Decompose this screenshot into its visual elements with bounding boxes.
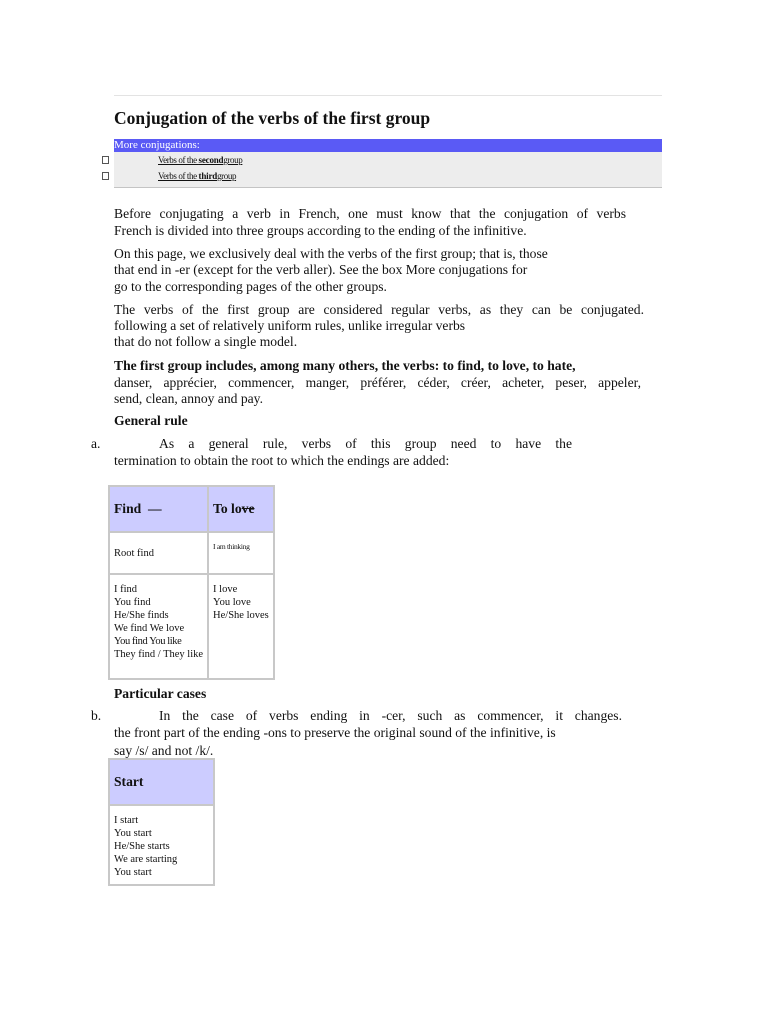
conjugation-form: I find xyxy=(114,584,138,595)
list-marker: b. xyxy=(91,708,102,723)
paragraph-line: French is divided into three groups according to the ending of the infinitive. xyxy=(114,223,527,238)
link-text: Verbs of the xyxy=(158,171,199,181)
rule-line: As a general rule, verbs of this group need to have the xyxy=(159,436,572,451)
more-conjugations-header: More conjugations: xyxy=(114,139,662,152)
link-text-bold: third xyxy=(198,171,218,181)
paragraph-line: The verbs of the first group are considered regular verbs, as they can be conjugated. xyxy=(114,302,644,317)
table-header-cell xyxy=(109,759,214,805)
paragraph-line: danser, apprécier, commencer, manger, préférer, céder, créer, acheter, peser, appeler, xyxy=(114,375,641,390)
case-line: say /s/ and not /k/. xyxy=(114,743,214,758)
link-text: group xyxy=(217,171,237,181)
more-conjugations-box xyxy=(114,139,662,188)
conjugation-form: You start xyxy=(114,828,152,839)
paragraph-line: go to the corresponding pages of the other groups. xyxy=(114,279,387,294)
conjugation-form: I start xyxy=(114,815,139,826)
conjugation-form: I love xyxy=(213,584,238,595)
table-header-cell xyxy=(208,486,274,532)
conjugation-form: You find xyxy=(114,597,151,608)
conjugation-table-start xyxy=(108,758,215,886)
link-third-group[interactable] xyxy=(158,171,250,181)
table-cell xyxy=(208,532,274,574)
link-text-bold: second xyxy=(198,155,224,165)
bullet-icon xyxy=(102,172,109,180)
conjugation-form: We are starting xyxy=(114,854,178,865)
root-value: I am thinking xyxy=(213,542,250,551)
paragraph-line-bold: The first group includes, among many others, the verbs: to find, to love, to hate, xyxy=(114,358,576,373)
paragraph-line: following a set of relatively uniform rules, unlike irregular verbs xyxy=(114,318,466,333)
top-divider xyxy=(114,95,662,96)
paragraph-line: that do not follow a single model. xyxy=(114,334,298,349)
table-cell xyxy=(109,574,208,679)
header-to-love-struck: ve xyxy=(241,501,255,516)
conjugation-form: He/She finds xyxy=(114,610,169,621)
conjugation-form: He/She starts xyxy=(114,841,170,852)
section-heading-general-rule: General rule xyxy=(114,413,188,428)
case-line: In the case of verbs ending in -cer, such as commencer, it changes. xyxy=(159,708,622,723)
section-heading-particular-cases: Particular cases xyxy=(114,686,207,701)
conjugation-form: They find / They like xyxy=(114,649,204,660)
conjugation-table-find-love xyxy=(108,485,275,680)
table-cell xyxy=(109,805,214,885)
paragraph-line: that end in -er (except for the verb aller). See the box More conjugations for xyxy=(114,262,528,277)
link-text: group xyxy=(223,155,243,165)
paragraph-line: Before conjugating a verb in French, one must know that the conjugation of verbs xyxy=(114,206,626,221)
table-cell xyxy=(208,574,274,679)
case-line: the front part of the ending -ons to preserve the original sound of the infinitive, is xyxy=(114,725,556,740)
header-to-love: To love xyxy=(213,501,255,516)
link-second-group[interactable] xyxy=(158,155,256,165)
header-find: Find xyxy=(114,501,142,516)
header-start: Start xyxy=(114,774,144,789)
page-title: Conjugation of the verbs of the first group xyxy=(114,108,431,128)
table-cell xyxy=(109,532,208,574)
list-marker: a. xyxy=(91,436,101,451)
root-label: Root find xyxy=(114,547,154,559)
table-header-cell xyxy=(109,486,208,532)
bullet-icon xyxy=(102,156,109,164)
conjugation-form: We find We love xyxy=(114,623,185,634)
paragraph-line: send, clean, annoy and pay. xyxy=(114,391,263,406)
link-text: Verbs of the xyxy=(158,155,199,165)
conjugation-form: He/She loves xyxy=(213,610,269,621)
header-dash: — xyxy=(148,501,162,516)
conjugation-form: You find You like xyxy=(114,636,182,647)
conjugation-form: You start xyxy=(114,867,152,878)
conjugation-form: You love xyxy=(213,597,251,608)
rule-line: termination to obtain the root to which the endings are added: xyxy=(114,453,450,468)
paragraph-line: On this page, we exclusively deal with the verbs of the first group; that is, those xyxy=(114,246,548,261)
